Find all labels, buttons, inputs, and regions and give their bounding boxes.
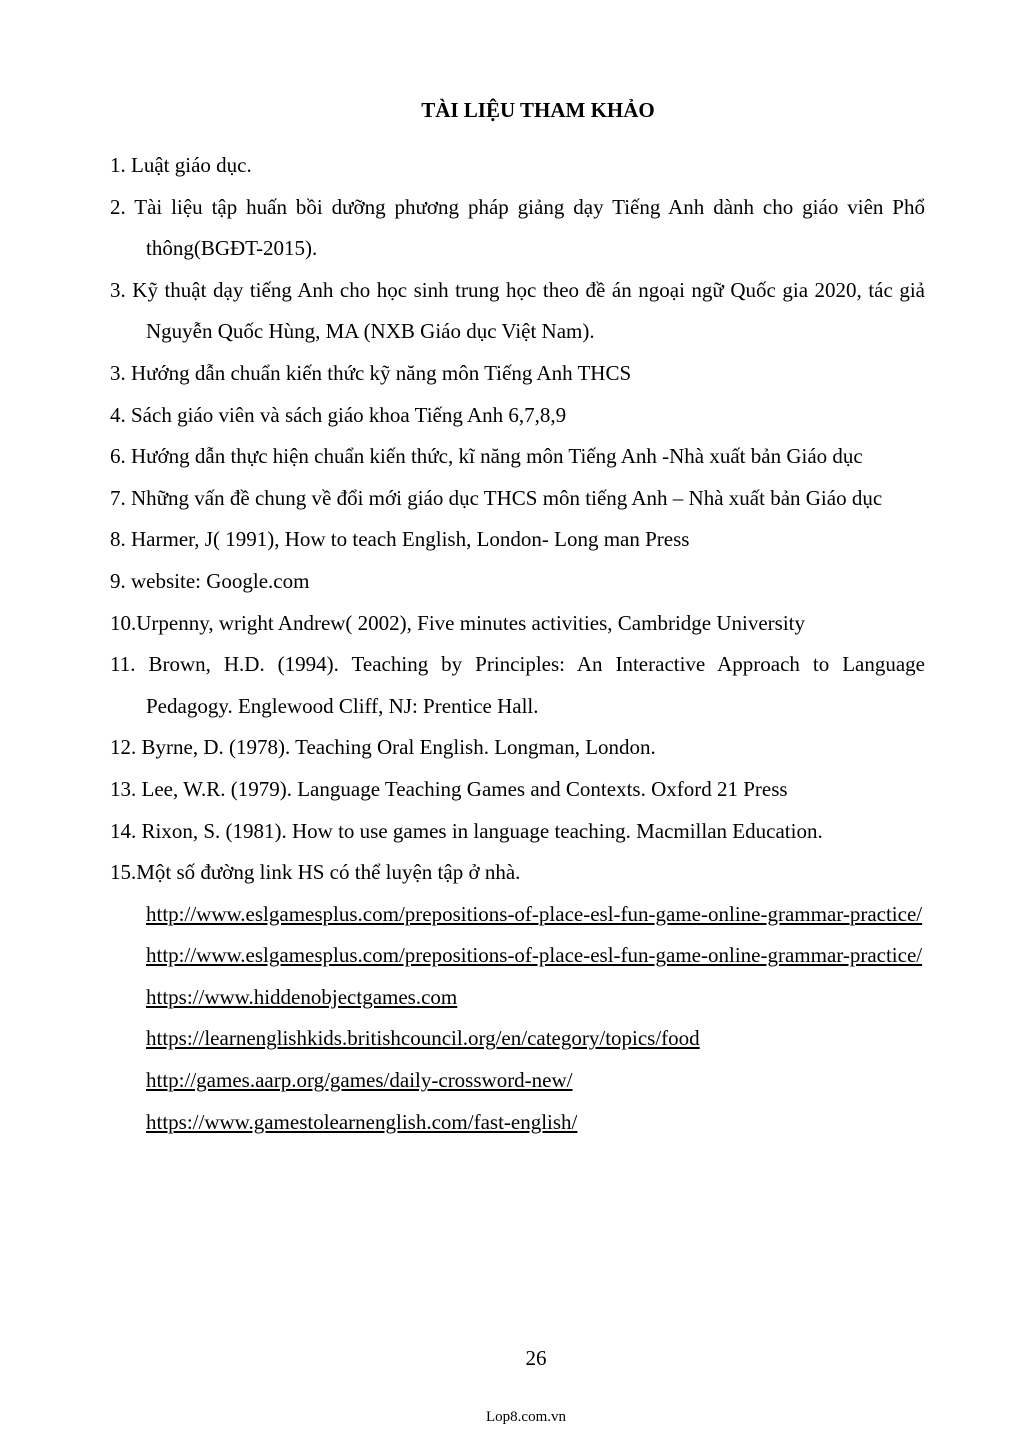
reference-item: 9. website: Google.com bbox=[110, 568, 310, 593]
reference-item: 12. Byrne, D. (1978). Teaching Oral English. Longman, London. bbox=[110, 735, 656, 760]
reference-item: 10.Urpenny, wright Andrew( 2002), Five minutes activities, Cambridge University bbox=[110, 610, 806, 635]
practice-links bbox=[110, 894, 925, 1144]
reference-item: 14. Rixon, S. (1981). How to use games in language teaching. Macmillan Education. bbox=[110, 818, 823, 843]
page-number: 26 bbox=[525, 1346, 547, 1370]
practice-link[interactable]: https://www.hiddenobjectgames.com bbox=[146, 984, 458, 1009]
practice-link[interactable]: http://www.eslgamesplus.com/prepositions-of-place-esl-fun-game-online-grammar-practice/ bbox=[146, 901, 923, 926]
reference-item: 6. Hướng dẫn thực hiện chuẩn kiến thức, kĩ năng môn Tiếng Anh -Nhà xuất bản Giáo dục bbox=[110, 444, 863, 469]
reference-item: 11. Brown, H.D. (1994). Teaching by Principles: An Interactive Approach to Language Pedagogy. Englewood Cliff, NJ: Prentice Hall. bbox=[110, 652, 925, 718]
reference-item: 3. Kỹ thuật dạy tiếng Anh cho học sinh trung học theo đề án ngoại ngữ Quốc gia 2020, tác giả Nguyễn Quốc Hùng, MA (NXB Giáo dục Việt Nam). bbox=[110, 277, 925, 344]
reference-item: 13. Lee, W.R. (1979). Language Teaching Games and Contexts. Oxford 21 Press bbox=[110, 776, 788, 801]
reference-item: 15.Một số đường link HS có thể luyện tập ở nhà. bbox=[110, 860, 521, 885]
practice-link[interactable]: https://learnenglishkids.britishcouncil.org/en/category/topics/food bbox=[146, 1026, 700, 1051]
reference-item: 7. Những vấn đề chung về đổi mới giáo dục THCS môn tiếng Anh – Nhà xuất bản Giáo dục bbox=[110, 485, 883, 510]
practice-link[interactable]: http://games.aarp.org/games/daily-crossword-new/ bbox=[146, 1068, 573, 1093]
page-title: TÀI LIỆU THAM KHẢO bbox=[421, 98, 655, 122]
reference-item: 3. Hướng dẫn chuẩn kiến thức kỹ năng môn Tiếng Anh THCS bbox=[110, 360, 632, 385]
reference-item: 4. Sách giáo viên và sách giáo khoa Tiếng Anh 6,7,8,9 bbox=[110, 402, 567, 427]
reference-item: 2. Tài liệu tập huấn bồi dưỡng phương pháp giảng dạy Tiếng Anh dành cho giáo viên Phổ thông(BGĐT-2015). bbox=[110, 194, 925, 261]
reference-list bbox=[110, 145, 925, 1143]
reference-item: 1. Luật giáo dục. bbox=[110, 153, 252, 177]
reference-item: 8. Harmer, J( 1991), How to teach English, London- Long man Press bbox=[110, 527, 690, 552]
practice-link[interactable]: https://www.gamestolearnenglish.com/fast-english/ bbox=[146, 1109, 578, 1134]
footer-watermark: Lop8.com.vn bbox=[486, 1409, 566, 1425]
practice-link[interactable]: http://www.eslgamesplus.com/prepositions-of-place-esl-fun-game-online-grammar-practice/ bbox=[146, 943, 923, 968]
